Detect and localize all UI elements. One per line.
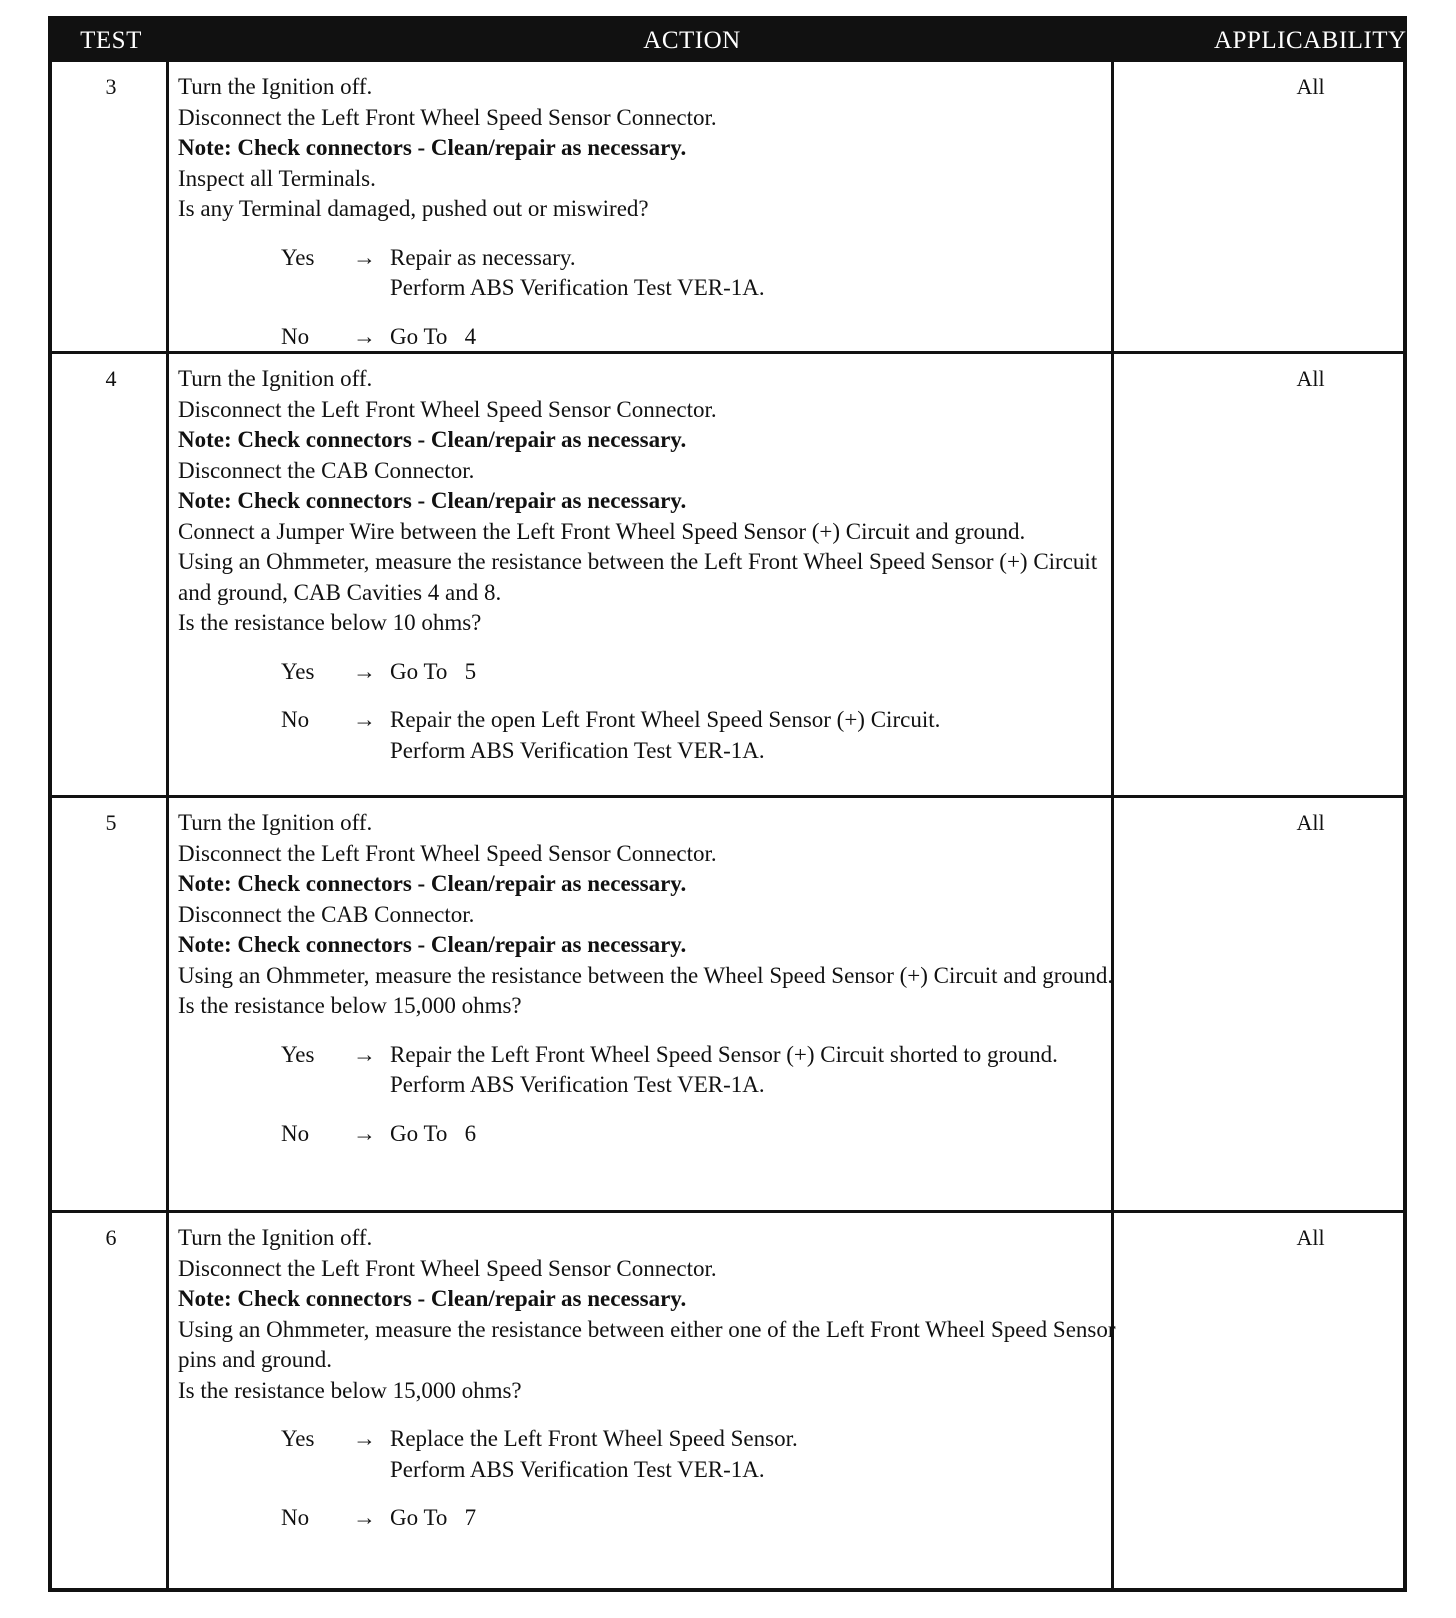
no-label: No: [281, 1120, 310, 1146]
step-text: Is the resistance below 10 ohms?: [178, 610, 482, 635]
note-text: Note: Check connectors - Clean/repair as necessary.: [178, 932, 687, 957]
note-text: Note: Check connectors - Clean/repair as necessary.: [178, 1286, 687, 1311]
no-action: [390, 1503, 1110, 1534]
step-text: Turn the Ignition off.: [178, 74, 373, 99]
step-text: Is the resistance below 15,000 ohms?: [178, 1377, 522, 1403]
result-line: Go To 5: [390, 658, 477, 684]
no-branch: [178, 1119, 1118, 1150]
no-branch: [178, 322, 1118, 353]
yes-label: Yes: [281, 658, 315, 684]
arrow-icon: →: [353, 1041, 376, 1067]
yes-action: [390, 243, 1110, 304]
arrow-icon: →: [353, 1426, 376, 1451]
step-text: Using an Ohmmeter, measure the resistance between the Wheel Speed Sensor (+) Circuit and ground.: [178, 962, 1114, 988]
action-cell: [178, 72, 1118, 352]
step-text: Disconnect the Left Front Wheel Speed Sensor Connector.: [178, 104, 717, 130]
test-number: 3: [105, 74, 117, 99]
answer-block: [178, 657, 1118, 767]
step-text: Connect a Jumper Wire between the Left Front Wheel Speed Sensor (+) Circuit and ground.: [178, 518, 1026, 544]
yes-label: Yes: [281, 1041, 315, 1067]
header-applicability: APPLICABILITY: [1214, 27, 1407, 54]
note-text: Note: Check connectors - Clean/repair as necessary.: [178, 871, 687, 896]
answer-block: [178, 1424, 1118, 1534]
note-text: Note: Check connectors - Clean/repair as necessary.: [178, 488, 687, 513]
arrow-icon: →: [353, 1505, 376, 1530]
result-line: Go To 4: [390, 323, 477, 349]
diagnostic-test-table: [48, 16, 1407, 1592]
no-action: [390, 1119, 1110, 1150]
no-branch: [178, 705, 1118, 766]
result-line: Perform ABS Verification Test VER-1A.: [390, 275, 765, 300]
no-action: [390, 322, 1110, 353]
step-text: Turn the Ignition off.: [178, 1225, 373, 1250]
row-divider: [52, 795, 1403, 798]
yes-action: [390, 1424, 1110, 1485]
result-line: Go To 7: [390, 1505, 477, 1530]
yes-branch: [178, 243, 1118, 304]
yes-label: Yes: [281, 1426, 315, 1451]
result-line: Repair as necessary.: [390, 244, 576, 270]
step-text: Is the resistance below 15,000 ohms?: [178, 993, 522, 1018]
no-label: No: [281, 707, 310, 732]
arrow-icon: →: [353, 1120, 376, 1146]
yes-action: [390, 1040, 1110, 1101]
yes-branch: [178, 1040, 1118, 1101]
note-text: Note: Check connectors - Clean/repair as necessary.: [178, 135, 687, 160]
yes-label: Yes: [281, 244, 315, 270]
arrow-icon: →: [353, 244, 376, 270]
result-line: Go To 6: [390, 1120, 477, 1146]
note-text: Note: Check connectors - Clean/repair as necessary.: [178, 427, 687, 452]
step-text: Inspect all Terminals.: [178, 165, 376, 191]
result-line: Repair the Left Front Wheel Speed Sensor (+) Circuit shorted to ground.: [390, 1041, 1058, 1067]
row-divider: [52, 1210, 1403, 1213]
step-text: Turn the Ignition off.: [178, 366, 373, 391]
table-header: [52, 20, 1407, 62]
result-line: Repair the open Left Front Wheel Speed Sensor (+) Circuit.: [390, 707, 941, 732]
action-cell: [178, 364, 1118, 766]
arrow-icon: →: [353, 323, 376, 349]
no-label: No: [281, 323, 310, 349]
yes-branch: [178, 657, 1118, 688]
test-number: 6: [105, 1225, 117, 1250]
test-number: 5: [105, 810, 117, 835]
header-action: ACTION: [643, 27, 741, 54]
step-text: Disconnect the Left Front Wheel Speed Sensor Connector.: [178, 840, 717, 866]
step-text: Using an Ohmmeter, measure the resistance between the Left Front Wheel Speed Sensor (+) Circuit and ground, CAB Cavities 4 and 8.: [178, 549, 1098, 605]
result-line: Perform ABS Verification Test VER-1A.: [390, 1072, 765, 1097]
test-number: 4: [105, 366, 117, 391]
step-text: Disconnect the CAB Connector.: [178, 901, 475, 927]
yes-action: [390, 657, 1110, 688]
action-cell: [178, 1223, 1118, 1534]
applicability-value: All: [1296, 366, 1325, 391]
no-label: No: [281, 1505, 310, 1530]
applicability-value: All: [1296, 810, 1325, 835]
yes-branch: [178, 1424, 1118, 1485]
step-text: Disconnect the CAB Connector.: [178, 457, 475, 483]
answer-block: [178, 1040, 1118, 1150]
applicability-value: All: [1296, 74, 1325, 99]
step-text: Is any Terminal damaged, pushed out or miswired?: [178, 196, 649, 221]
step-text: Disconnect the Left Front Wheel Speed Sensor Connector.: [178, 396, 717, 422]
result-line: Replace the Left Front Wheel Speed Sensor.: [390, 1426, 798, 1451]
result-line: Perform ABS Verification Test VER-1A.: [390, 1456, 765, 1482]
action-cell: [178, 808, 1118, 1149]
applicability-value: All: [1296, 1225, 1325, 1250]
no-action: [390, 705, 1110, 766]
step-text: Turn the Ignition off.: [178, 810, 373, 835]
step-text: Disconnect the Left Front Wheel Speed Sensor Connector.: [178, 1255, 717, 1281]
arrow-icon: →: [353, 707, 376, 732]
header-test: TEST: [80, 27, 142, 54]
arrow-icon: →: [353, 658, 376, 684]
result-line: Perform ABS Verification Test VER-1A.: [390, 737, 765, 763]
answer-block: [178, 243, 1118, 353]
step-text: Using an Ohmmeter, measure the resistance between either one of the Left Front Wheel Speed Sensor pins and ground.: [178, 1316, 1116, 1372]
no-branch: [178, 1503, 1118, 1534]
